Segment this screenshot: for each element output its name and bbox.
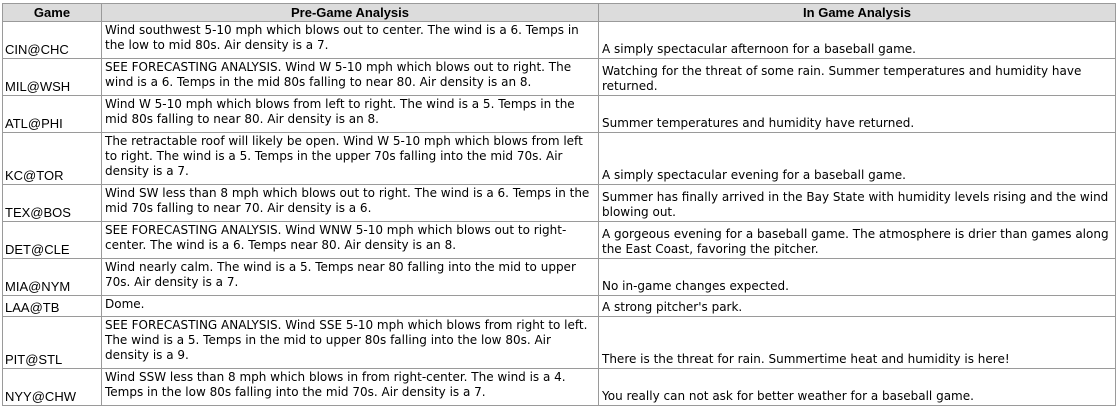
table-row	[3, 317, 1116, 369]
table-row	[3, 259, 1116, 296]
game-cell: TEX@BOS	[3, 185, 102, 222]
pre-game-cell: The retractable roof will likely be open. Wind W 5-10 mph which blows from left to right. The wind is a 5. Temps in the upper 70s falling into the mid 70s. Air density is a 7.	[102, 133, 599, 185]
in-game-cell: Summer temperatures and humidity have returned.	[599, 96, 1116, 133]
table-row	[3, 296, 1116, 317]
in-game-cell: There is the threat for rain. Summertime heat and humidity is here!	[599, 317, 1116, 369]
table-row	[3, 22, 1116, 59]
in-game-cell: Summer has finally arrived in the Bay State with humidity levels rising and the wind blowing out.	[599, 185, 1116, 222]
game-cell: LAA@TB	[3, 296, 102, 317]
pre-game-cell: Wind SSW less than 8 mph which blows in from right-center. The wind is a 4. Temps in the low 80s falling into the mid 70s. Air density is a 7.	[102, 369, 599, 406]
pre-game-cell: Dome.	[102, 296, 599, 317]
header-game: Game	[3, 4, 102, 22]
table-row	[3, 96, 1116, 133]
game-cell: ATL@PHI	[3, 96, 102, 133]
table-row	[3, 185, 1116, 222]
header-in-game-analysis: In Game Analysis	[599, 4, 1116, 22]
in-game-cell: A simply spectacular evening for a baseball game.	[599, 133, 1116, 185]
game-cell: MIL@WSH	[3, 59, 102, 96]
game-cell: NYY@CHW	[3, 369, 102, 406]
in-game-cell: You really can not ask for better weather for a baseball game.	[599, 369, 1116, 406]
pre-game-cell: Wind southwest 5-10 mph which blows out to center. The wind is a 6. Temps in the low to mid 80s. Air density is a 7.	[102, 22, 599, 59]
header-pre-game-analysis: Pre-Game Analysis	[102, 4, 599, 22]
in-game-cell: A gorgeous evening for a baseball game. The atmosphere is drier than games along the East Coast, favoring the pitcher.	[599, 222, 1116, 259]
header-row	[3, 4, 1116, 22]
pre-game-cell: SEE FORECASTING ANALYSIS. Wind WNW 5-10 mph which blows out to right-center. The wind is a 6. Temps near 80. Air density is an 8.	[102, 222, 599, 259]
pre-game-cell: SEE FORECASTING ANALYSIS. Wind W 5-10 mph which blows out to right. The wind is a 6. Temps in the mid 80s falling to near 80. Air density is an 8.	[102, 59, 599, 96]
in-game-cell: A strong pitcher's park.	[599, 296, 1116, 317]
in-game-cell: A simply spectacular afternoon for a baseball game.	[599, 22, 1116, 59]
game-cell: KC@TOR	[3, 133, 102, 185]
game-cell: MIA@NYM	[3, 259, 102, 296]
table-row	[3, 369, 1116, 406]
game-cell: PIT@STL	[3, 317, 102, 369]
pre-game-cell: Wind nearly calm. The wind is a 5. Temps near 80 falling into the mid to upper 70s. Air density is a 7.	[102, 259, 599, 296]
game-cell: CIN@CHC	[3, 22, 102, 59]
weather-analysis-table	[2, 3, 1116, 406]
table-row	[3, 59, 1116, 96]
pre-game-cell: Wind W 5-10 mph which blows from left to right. The wind is a 5. Temps in the mid 80s falling to near 80. Air density is an 8.	[102, 96, 599, 133]
pre-game-cell: SEE FORECASTING ANALYSIS. Wind SSE 5-10 mph which blows from right to left. The wind is a 5. Temps in the mid to upper 80s falling into the low 80s. Air density is a 9.	[102, 317, 599, 369]
table-row	[3, 222, 1116, 259]
game-cell: DET@CLE	[3, 222, 102, 259]
in-game-cell: Watching for the threat of some rain. Summer temperatures and humidity have returned.	[599, 59, 1116, 96]
table-row	[3, 133, 1116, 185]
pre-game-cell: Wind SW less than 8 mph which blows out to right. The wind is a 6. Temps in the mid 70s falling to near 70. Air density is a 6.	[102, 185, 599, 222]
in-game-cell: No in-game changes expected.	[599, 259, 1116, 296]
